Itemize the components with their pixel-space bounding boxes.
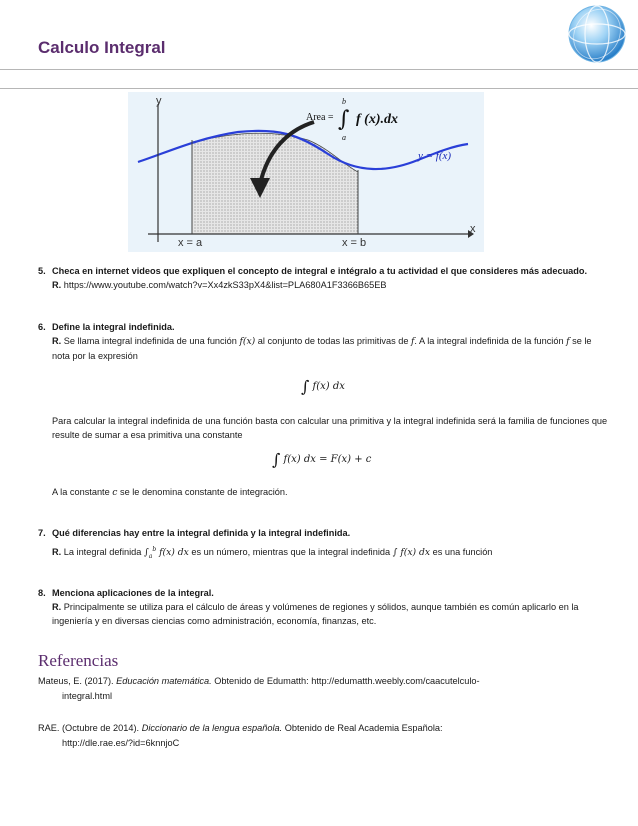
integral-area-figure xyxy=(128,92,484,252)
lower-limit: a xyxy=(342,133,346,142)
question-6-number: 6. xyxy=(38,322,46,332)
question-6-answer: R. Se llama integral indefinida de una función f(x) al conjunto de todas las primitivas de f. A la integral indefinida de la función f se le nota por la expresión xyxy=(52,336,592,361)
area-label: Area = xyxy=(306,112,334,123)
question-7-text: Qué diferencias hay entre la integral definida y la integral indefinida. xyxy=(52,528,351,538)
question-5-number: 5. xyxy=(38,266,46,276)
reference-2: RAE. (Octubre de 2014). Diccionario de la lengua española. Obtenido de Real Academia Española: http://dle.rae.es/?id=6knnjoC xyxy=(38,723,443,748)
question-6-paragraph: Para calcular la integral indefinida de una función basta con calcular una primitiva y la integral indefinida será la familia de funciones que resulte de sumar a esa primitiva una constante xyxy=(52,416,608,440)
question-8-number: 8. xyxy=(38,588,46,598)
answer-label: R. xyxy=(52,280,62,290)
upper-limit: b xyxy=(342,97,346,106)
answer-label: R. xyxy=(52,602,62,612)
question-8 xyxy=(38,586,608,628)
question-5-answer: https://www.youtube.com/watch?v=Xx4zkS33pX4&list=PLA680A1F3366B65EB xyxy=(63,280,387,290)
x-axis-label: x xyxy=(470,223,476,235)
question-7-number: 7. xyxy=(38,528,46,538)
question-6-text: Define la integral indefinida. xyxy=(52,322,175,332)
question-7 xyxy=(38,526,608,564)
curve-label: y = f(x) xyxy=(418,150,452,162)
formula-primitive: ∫ f(x) dx = F(x) + c xyxy=(272,450,372,469)
header-divider-2 xyxy=(0,88,638,89)
formula-indefinite-integral: ∫ f(x) dx xyxy=(301,377,345,396)
question-8-answer: Principalmente se utiliza para el cálculo de áreas y volúmenes de regiones y sólidos, aunque también es común aplicarlo en la ingeniería y en diversas ciencias como administración, economía, finanzas, etc. xyxy=(52,602,579,626)
xa-label: x = a xyxy=(178,237,203,249)
question-5 xyxy=(38,264,608,292)
xb-label: x = b xyxy=(342,237,367,249)
question-7-answer: R. La integral definida $\int_a^b$ f(x) dx es un número, mientras que la integral indefinida ∫ f(x) dx es una función xyxy=(52,546,493,560)
y-axis-label: y xyxy=(156,95,162,107)
question-5-text: Checa en internet videos que expliquen el concepto de integral e intégralo a tu actividad el que consideres más adecuado. xyxy=(52,266,588,276)
header-divider xyxy=(0,69,638,70)
question-6-constant: A la constante c se le denomina constante de integración. xyxy=(52,487,288,498)
page-title: Calculo Integral xyxy=(38,38,166,57)
reference-1: Mateus, E. (2017). Educación matemática. Obtenido de Edumatth: http://edumatth.weebly.com/caacutelculo- integral.html xyxy=(38,676,480,701)
references-heading: Referencias xyxy=(38,651,119,670)
question-8-text: Menciona aplicaciones de la integral. xyxy=(52,588,214,598)
question-6 xyxy=(38,320,608,363)
globe-logo-icon xyxy=(566,3,628,65)
integrand: f (x).dx xyxy=(356,112,398,127)
integral-sign: ∫ xyxy=(338,107,350,132)
